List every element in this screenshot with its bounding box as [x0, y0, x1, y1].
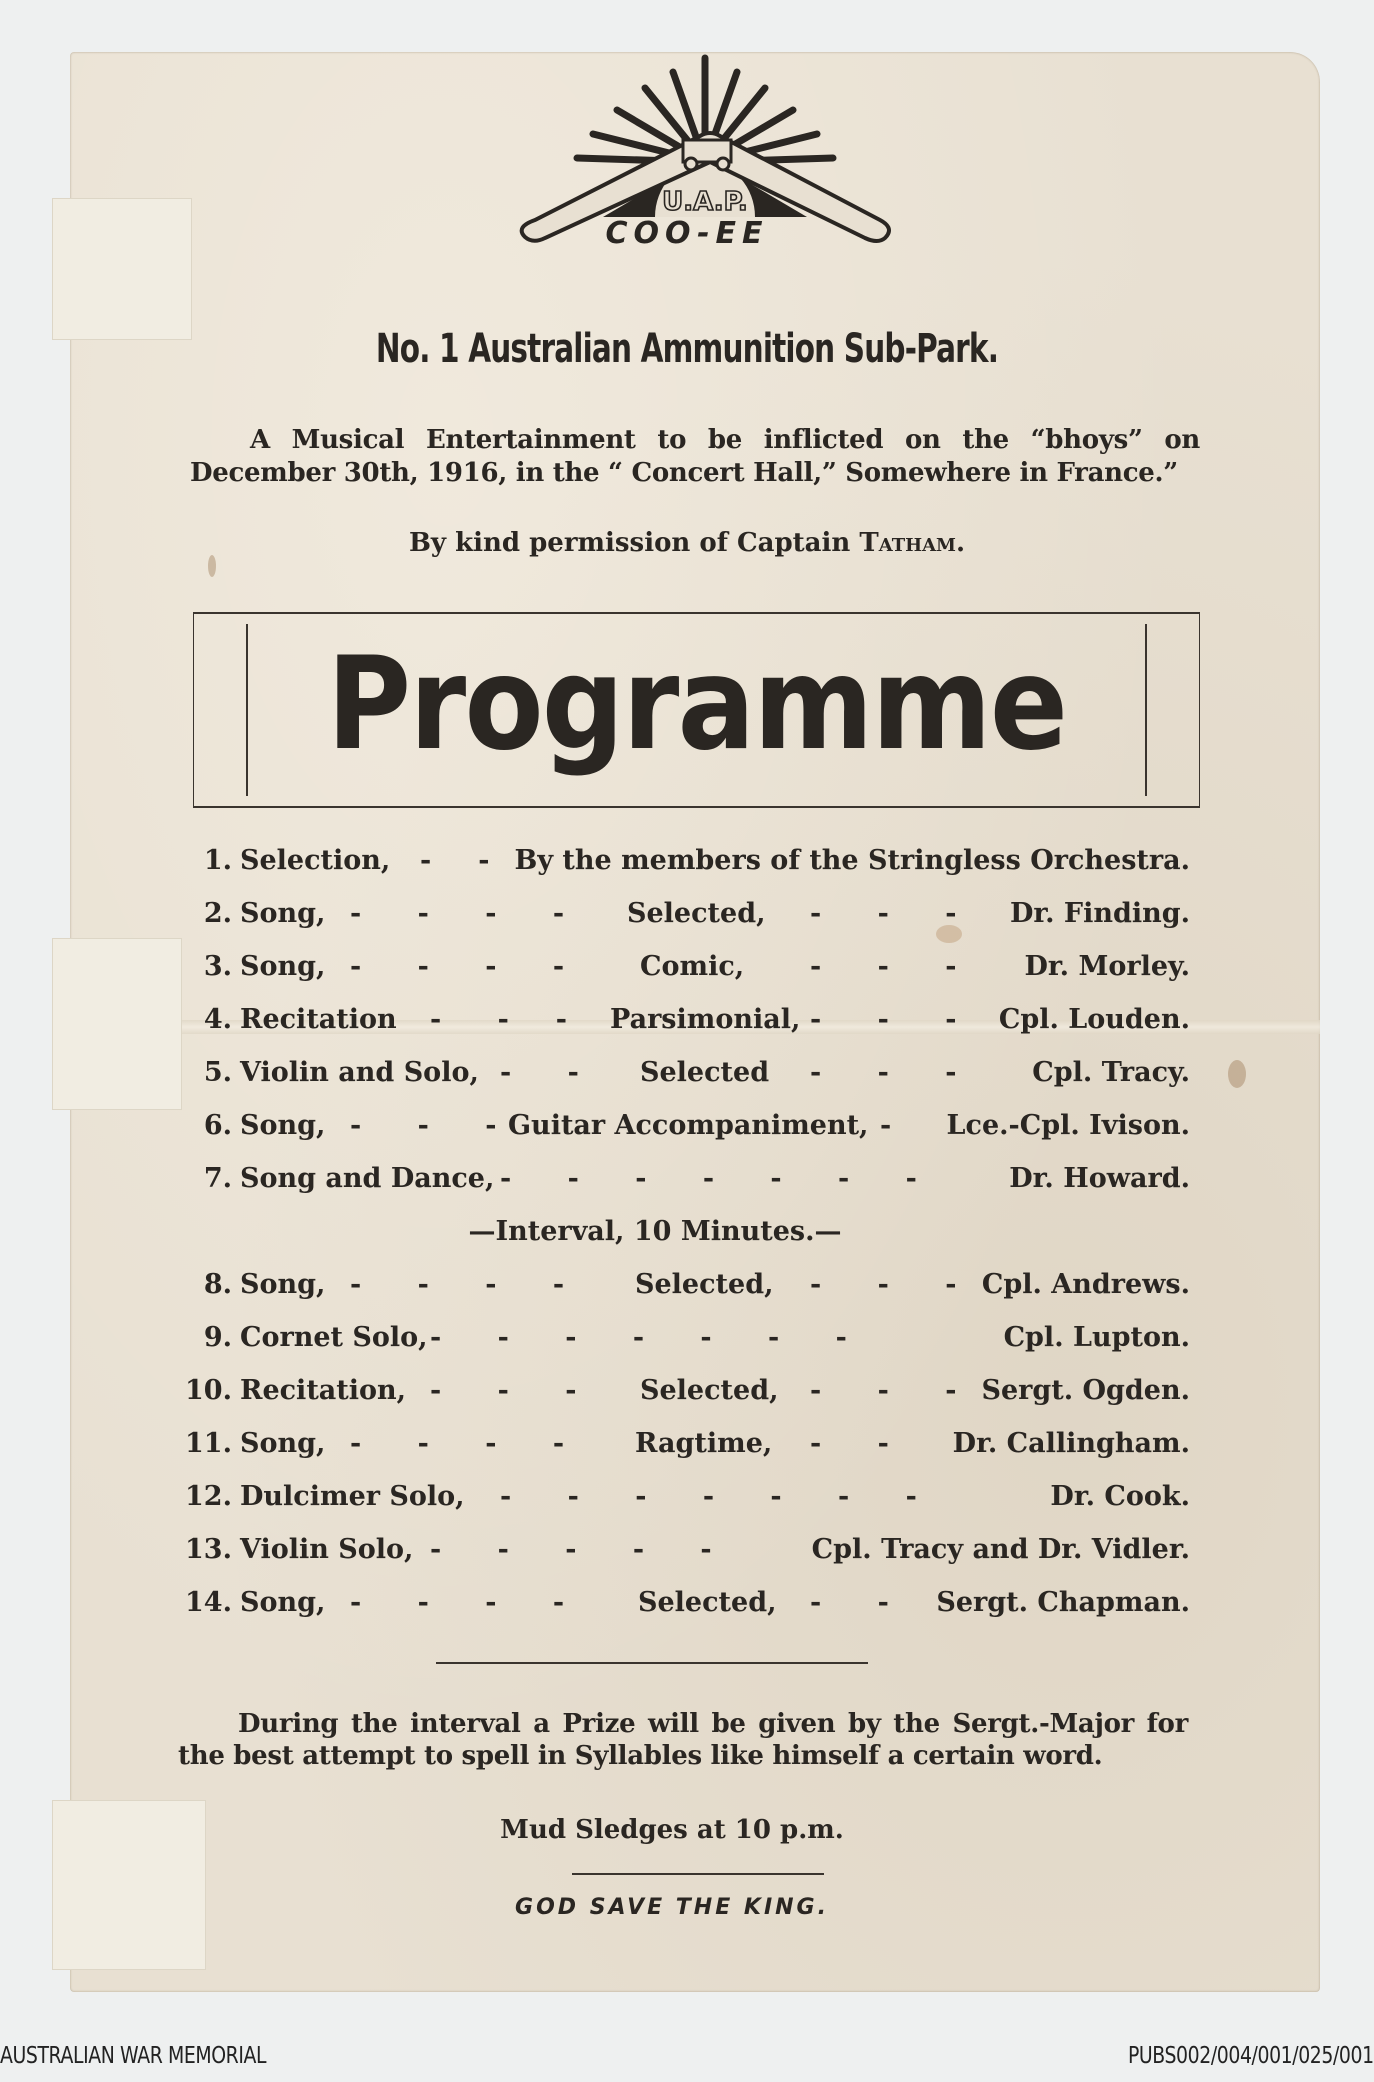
item-number: 13.: [185, 1534, 232, 1565]
item-number: 3.: [203, 951, 232, 982]
leader-dots: - - - - - - -: [500, 1163, 917, 1194]
programme-item: [180, 1322, 1190, 1375]
anthem-line: GOD SAVE THE KING.: [515, 1895, 829, 1920]
leader-dots: - - -: [810, 1057, 957, 1088]
item-type: Recitation,: [240, 1375, 407, 1406]
leader-dots: - - -: [810, 1004, 957, 1035]
item-type: Song,: [240, 951, 326, 982]
leader-dots: - - -: [430, 1375, 577, 1406]
item-number: 4.: [203, 1004, 232, 1035]
paper-stain: [208, 555, 216, 577]
item-description: Ragtime,: [635, 1428, 773, 1459]
leader-dots: - -: [810, 1428, 889, 1459]
item-description: Selected,: [640, 1375, 779, 1406]
performer: Cpl. Andrews.: [981, 1269, 1190, 1300]
item-description: Parsimonial,: [610, 1004, 801, 1035]
item-number: 14.: [185, 1587, 232, 1618]
leader-dots: - - - - - - -: [500, 1481, 917, 1512]
programme-item: [180, 1534, 1190, 1587]
item-description: By the members of the Stringless Orchestra.: [514, 845, 1190, 876]
svg-text:U.A.P.: U.A.P.: [662, 187, 748, 217]
programme-item: [180, 1004, 1190, 1057]
interval-notice: —Interval, 10 Minutes.—: [468, 1216, 842, 1247]
leader-dots: - - - - -: [430, 1534, 712, 1565]
closing-time: Mud Sledges at 10 p.m.: [500, 1815, 844, 1845]
performer: Dr. Howard.: [1009, 1163, 1190, 1194]
leader-dots: - - -: [810, 898, 957, 929]
programme-list: [180, 845, 1190, 1640]
programme-heading-box: [193, 612, 1200, 808]
leader-dots: - -: [420, 845, 490, 876]
item-type: Song,: [240, 1428, 326, 1459]
leader-dots: - - -: [810, 951, 957, 982]
programme-heading: Programme: [326, 630, 1067, 779]
leader-dots: - - -: [350, 1110, 497, 1141]
programme-item: [180, 1375, 1190, 1428]
programme-item: [180, 1110, 1190, 1163]
item-description: Guitar Accompaniment,: [508, 1110, 869, 1141]
programme-item: [180, 1428, 1190, 1481]
item-type: Cornet Solo,: [240, 1322, 428, 1353]
item-description: Selected: [640, 1057, 770, 1088]
divider-rule: [436, 1662, 868, 1664]
item-number: 2.: [203, 898, 232, 929]
prize-note: During the interval a Prize will be given by the Sergt.-Major for the best attempt to spell in Syllables like himself a certain word.: [178, 1709, 1188, 1771]
unit-title: No. 1 Australian Ammunition Sub-Park.: [375, 326, 999, 372]
performer: Sergt. Ogden.: [981, 1375, 1190, 1406]
accession-number: PUBS002/004/001/025/001: [1128, 2043, 1374, 2069]
performer: Dr. Callingham.: [952, 1428, 1190, 1459]
performer: Cpl. Tracy.: [1032, 1057, 1190, 1088]
divider-rule: [572, 1873, 824, 1875]
captain-name: Tatham.: [859, 528, 966, 558]
item-type: Violin and Solo,: [240, 1057, 479, 1088]
performer: Dr. Morley.: [1024, 951, 1190, 982]
item-type: Selection,: [240, 845, 391, 876]
item-number: 12.: [185, 1481, 232, 1512]
programme-item: [180, 845, 1190, 898]
paper-stain: [1228, 1060, 1246, 1088]
item-type: Song,: [240, 1110, 326, 1141]
item-type: Song,: [240, 1587, 326, 1618]
performer: Lce.-Cpl. Ivison.: [946, 1110, 1190, 1141]
item-description: Selected,: [638, 1587, 777, 1618]
leader-dots: - - - -: [350, 1587, 565, 1618]
item-type: Song,: [240, 1269, 326, 1300]
item-type: Song,: [240, 898, 326, 929]
programme-item: [180, 1057, 1190, 1110]
leader-dots: - - - -: [350, 1428, 565, 1459]
leader-dots: - - - - - - -: [430, 1322, 847, 1353]
programme-item: [180, 951, 1190, 1004]
programme-item: [180, 1269, 1190, 1322]
leader-dots: - - -: [810, 1269, 957, 1300]
item-description: Comic,: [640, 951, 745, 982]
emblem-motto: COO-EE: [605, 216, 769, 251]
item-number: 7.: [203, 1163, 232, 1194]
item-type: Recitation: [240, 1004, 397, 1035]
leader-dots: - -: [810, 1587, 889, 1618]
performer: Sergt. Chapman.: [936, 1587, 1190, 1618]
item-number: 11.: [185, 1428, 232, 1459]
performer: Dr. Cook.: [1050, 1481, 1190, 1512]
programme-item: [180, 1481, 1190, 1534]
item-number: 8.: [203, 1269, 232, 1300]
permission-line: [0, 528, 1374, 558]
programme-item: [180, 898, 1190, 951]
item-description: Selected,: [635, 1269, 774, 1300]
item-number: 10.: [185, 1375, 232, 1406]
item-number: 5.: [203, 1057, 232, 1088]
intro-paragraph: A Musical Entertainment to be inflicted on the “bhoys” on December 30th, 1916, in the “ Concert Hall,” Somewhere in France.”: [190, 425, 1200, 488]
performer: Cpl. Lupton.: [1003, 1322, 1190, 1353]
performer: Cpl. Louden.: [998, 1004, 1190, 1035]
performer: Cpl. Tracy and Dr. Vidler.: [811, 1534, 1190, 1565]
leader-dots: - - -: [810, 1375, 957, 1406]
item-description: Selected,: [627, 898, 766, 929]
programme-item: [180, 1587, 1190, 1640]
leader-dots: - - -: [430, 1004, 568, 1035]
leader-dots: - - - -: [350, 1269, 565, 1300]
item-number: 9.: [203, 1322, 232, 1353]
leader-dots: - - - -: [350, 951, 565, 982]
leader-dots: - -: [500, 1057, 579, 1088]
institution-label: AUSTRALIAN WAR MEMORIAL: [0, 2043, 267, 2069]
leader-dots: - - - -: [350, 898, 565, 929]
item-number: 6.: [203, 1110, 232, 1141]
item-type: Dulcimer Solo,: [240, 1481, 465, 1512]
mounting-hinge-middle: [52, 938, 182, 1110]
item-number: 1.: [203, 845, 232, 876]
performer: Dr. Finding.: [1009, 898, 1190, 929]
permission-prefix: By kind permission of Captain: [408, 528, 860, 558]
programme-item: [180, 1163, 1190, 1216]
item-type: Song and Dance,: [240, 1163, 495, 1194]
item-type: Violin Solo,: [240, 1534, 414, 1565]
leader-dots: -: [880, 1110, 892, 1141]
